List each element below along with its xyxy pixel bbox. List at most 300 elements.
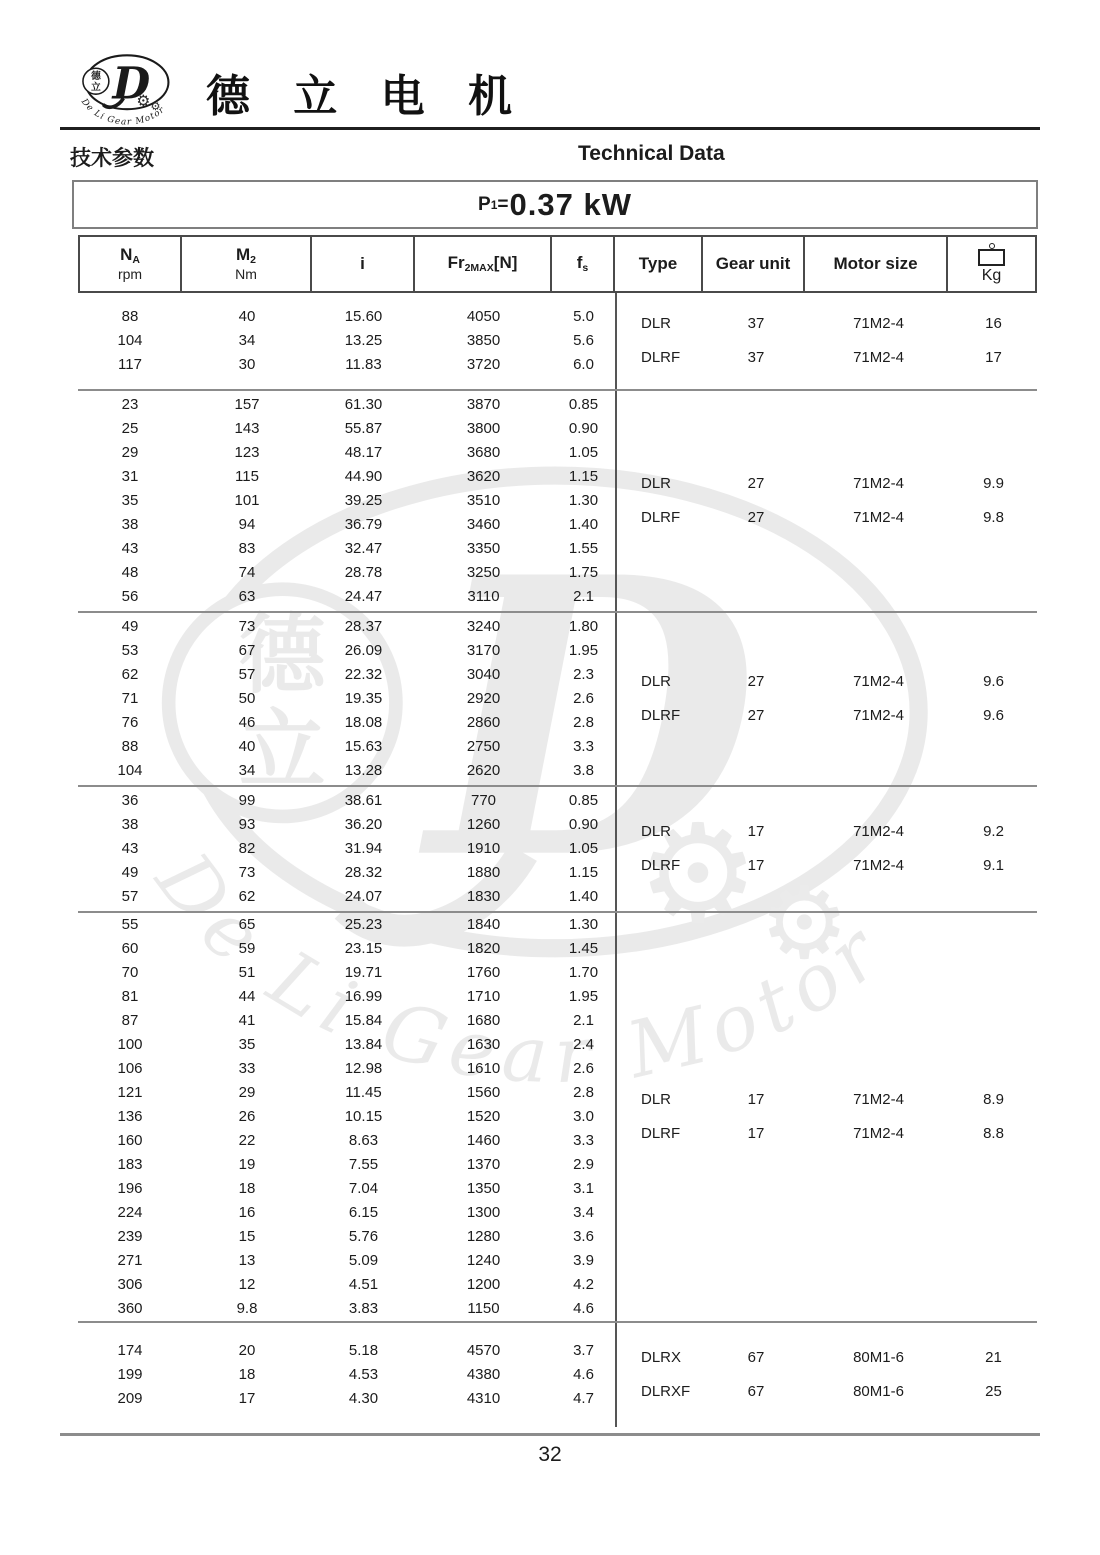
i-value: 38.61 xyxy=(344,792,383,809)
motor-size-value: 71M2-4 xyxy=(853,823,904,840)
power-value: 0.37 kW xyxy=(509,186,632,222)
na-value: 49 xyxy=(121,618,139,635)
fr2max-value: 1240 xyxy=(466,1252,501,1269)
na-value: 70 xyxy=(121,964,139,981)
info-row xyxy=(617,699,1037,733)
na-value: 104 xyxy=(117,762,143,779)
fs-value: 1.80 xyxy=(568,618,599,635)
na-value: 174 xyxy=(117,1342,143,1359)
i-value: 22.32 xyxy=(344,666,383,683)
power-subscript: 1 xyxy=(490,197,498,212)
fs-value: 1.40 xyxy=(568,888,599,905)
fs-value: 0.90 xyxy=(568,816,599,833)
m2-value: 99 xyxy=(238,792,256,809)
table-header xyxy=(78,235,1037,293)
fs-value: 3.1 xyxy=(573,1180,594,1197)
power-rating-title xyxy=(72,180,1038,229)
na-value: 87 xyxy=(121,1012,139,1029)
fs-value: 3.6 xyxy=(573,1228,594,1245)
i-value: 36.79 xyxy=(344,516,383,533)
i-value: 15.60 xyxy=(344,308,383,325)
gear-unit-value: 17 xyxy=(747,1091,765,1108)
i-value: 26.09 xyxy=(344,642,383,659)
na-value: 117 xyxy=(118,356,142,373)
gear-unit-value: 17 xyxy=(747,857,765,874)
gear-unit-value: 17 xyxy=(747,1125,765,1142)
m2-value: 20 xyxy=(238,1342,256,1359)
na-value: 183 xyxy=(117,1156,143,1173)
m2-value: 59 xyxy=(238,940,256,957)
i-value: 28.78 xyxy=(344,564,383,581)
na-value: 71 xyxy=(121,690,139,707)
fs-value: 2.9 xyxy=(573,1156,594,1173)
m2-value: 18 xyxy=(238,1366,256,1383)
fs-value: 2.3 xyxy=(573,666,594,683)
fr2max-value: 3870 xyxy=(466,396,501,413)
m2-value: 82 xyxy=(238,840,256,857)
fr2max-value: 770 xyxy=(470,792,497,809)
motor-size-value: 71M2-4 xyxy=(853,475,904,492)
i-value: 7.04 xyxy=(348,1180,379,1197)
kg-value: 8.9 xyxy=(983,1091,1004,1108)
info-row xyxy=(617,1375,1037,1409)
type-value: DLRF xyxy=(641,1125,681,1142)
i-value: 3.83 xyxy=(348,1300,379,1317)
group-info xyxy=(617,613,1037,785)
i-value: 44.90 xyxy=(344,468,383,485)
gear-unit-value: 67 xyxy=(747,1349,765,1366)
footer-divider xyxy=(60,1433,1040,1436)
info-row xyxy=(617,307,1037,341)
na-value: 38 xyxy=(121,516,139,533)
section-title-en: Technical Data xyxy=(578,142,725,165)
info-row xyxy=(617,849,1037,883)
motor-size-value: 71M2-4 xyxy=(853,349,904,366)
fr2max-value: 4570 xyxy=(466,1342,501,1359)
fs-value: 3.0 xyxy=(573,1108,594,1125)
column-header-motor-size: Motor size xyxy=(805,237,948,291)
column-header-kg: Kg xyxy=(948,237,1035,291)
fs-value: 3.3 xyxy=(573,1132,594,1149)
info-row xyxy=(617,1341,1037,1375)
na-value: 121 xyxy=(117,1084,143,1101)
group-info xyxy=(617,293,1037,389)
fs-value: 2.8 xyxy=(573,1084,594,1101)
info-row xyxy=(617,1083,1037,1117)
motor-size-value: 71M2-4 xyxy=(853,1091,904,1108)
m2-value: 65 xyxy=(238,916,256,933)
column-header-fs: fs xyxy=(552,237,615,291)
i-value: 15.84 xyxy=(344,1012,383,1029)
kg-value: 9.6 xyxy=(983,707,1004,724)
fs-value: 4.2 xyxy=(573,1276,594,1293)
gear-unit-value: 17 xyxy=(747,823,765,840)
type-value: DLRX xyxy=(641,1349,682,1366)
table-group xyxy=(78,613,1037,787)
fr2max-value: 1680 xyxy=(466,1012,501,1029)
fr2max-value: 3850 xyxy=(466,332,501,349)
na-value: 239 xyxy=(117,1228,143,1245)
fs-value: 1.45 xyxy=(568,940,599,957)
fr2max-value: 1300 xyxy=(466,1204,501,1221)
fr2max-value: 1610 xyxy=(466,1060,501,1077)
type-value: DLR xyxy=(641,673,672,690)
na-value: 209 xyxy=(117,1390,143,1407)
fs-value: 3.4 xyxy=(573,1204,594,1221)
info-row xyxy=(617,341,1037,375)
m2-value: 22 xyxy=(238,1132,256,1149)
gear-unit-value: 27 xyxy=(747,475,765,492)
na-value: 25 xyxy=(121,420,139,437)
power-symbol: P xyxy=(478,193,491,215)
fr2max-value: 3040 xyxy=(466,666,501,683)
section-title-zh: 技术参数 xyxy=(70,147,154,170)
info-row xyxy=(617,501,1037,535)
kg-value: 16 xyxy=(985,315,1002,332)
fs-value: 2.1 xyxy=(573,1012,594,1029)
m2-value: 18 xyxy=(238,1180,256,1197)
i-value: 13.28 xyxy=(344,762,383,779)
fr2max-value: 4050 xyxy=(466,308,501,325)
fr2max-value: 3110 xyxy=(467,588,500,605)
na-value: 36 xyxy=(121,792,139,809)
na-value: 136 xyxy=(117,1108,143,1125)
gear-unit-value: 37 xyxy=(747,349,765,366)
column-header-type: Type xyxy=(615,237,703,291)
kg-value: 9.8 xyxy=(983,509,1004,526)
m2-value: 63 xyxy=(238,588,256,605)
na-value: 23 xyxy=(121,396,139,413)
fs-value: 2.4 xyxy=(573,1036,594,1053)
gear-unit-value: 27 xyxy=(747,707,765,724)
column-header-na: NA rpm xyxy=(80,237,182,291)
fr2max-value: 4380 xyxy=(466,1366,501,1383)
fs-value: 3.3 xyxy=(573,738,594,755)
m2-value: 123 xyxy=(234,444,260,461)
fs-value: 5.6 xyxy=(573,332,594,349)
na-value: 38 xyxy=(121,816,139,833)
column-header-i: i xyxy=(312,237,415,291)
i-value: 6.15 xyxy=(348,1204,379,1221)
fs-value: 3.8 xyxy=(573,762,594,779)
na-value: 60 xyxy=(121,940,139,957)
i-value: 7.55 xyxy=(348,1156,379,1173)
info-row xyxy=(617,1117,1037,1151)
fs-value: 0.85 xyxy=(568,792,599,809)
na-value: 199 xyxy=(117,1366,143,1383)
header-divider xyxy=(60,127,1040,130)
na-value: 160 xyxy=(117,1132,143,1149)
m2-value: 73 xyxy=(238,864,256,881)
fr2max-value: 3170 xyxy=(466,642,501,659)
weight-icon xyxy=(978,249,1005,266)
kg-value: 21 xyxy=(985,1349,1002,1366)
i-value: 11.45 xyxy=(345,1084,382,1101)
i-value: 16.99 xyxy=(344,988,383,1005)
fr2max-value: 1200 xyxy=(466,1276,501,1293)
fr2max-value: 1910 xyxy=(466,840,501,857)
m2-value: 94 xyxy=(238,516,256,533)
kg-value: 17 xyxy=(985,349,1002,366)
fr2max-value: 2620 xyxy=(466,762,501,779)
m2-value: 26 xyxy=(238,1108,256,1125)
i-value: 24.47 xyxy=(344,588,383,605)
i-value: 15.63 xyxy=(344,738,383,755)
fr2max-value: 4310 xyxy=(466,1390,501,1407)
info-row xyxy=(617,665,1037,699)
i-value: 19.71 xyxy=(344,964,383,981)
fr2max-value: 1460 xyxy=(466,1132,501,1149)
m2-value: 101 xyxy=(234,492,260,509)
motor-size-value: 71M2-4 xyxy=(853,857,904,874)
m2-value: 33 xyxy=(238,1060,256,1077)
na-value: 29 xyxy=(121,444,139,461)
fr2max-value: 1350 xyxy=(466,1180,501,1197)
i-value: 32.47 xyxy=(344,540,383,557)
m2-value: 83 xyxy=(238,540,256,557)
i-value: 36.20 xyxy=(344,816,383,833)
i-value: 23.15 xyxy=(344,940,383,957)
fs-value: 0.85 xyxy=(568,396,599,413)
na-value: 57 xyxy=(121,888,139,905)
fr2max-value: 1880 xyxy=(466,864,501,881)
fr2max-value: 1630 xyxy=(466,1036,501,1053)
na-value: 49 xyxy=(121,864,139,881)
i-value: 18.08 xyxy=(344,714,383,731)
kg-value: 9.1 xyxy=(983,857,1004,874)
m2-value: 44 xyxy=(238,988,256,1005)
fr2max-value: 2750 xyxy=(466,738,501,755)
fs-value: 2.1 xyxy=(573,588,594,605)
na-value: 35 xyxy=(121,492,139,509)
fr2max-value: 3800 xyxy=(466,420,501,437)
motor-size-value: 71M2-4 xyxy=(853,509,904,526)
fr2max-value: 3510 xyxy=(466,492,501,509)
m2-value: 67 xyxy=(238,642,256,659)
type-value: DLRF xyxy=(641,349,681,366)
i-value: 48.17 xyxy=(344,444,383,461)
type-value: DLRF xyxy=(641,509,681,526)
na-value: 88 xyxy=(121,308,139,325)
m2-value: 35 xyxy=(238,1036,256,1053)
brand-logo xyxy=(70,50,184,128)
m2-value: 30 xyxy=(238,356,256,373)
fs-value: 6.0 xyxy=(573,356,594,373)
fs-value: 1.30 xyxy=(568,916,599,933)
na-value: 81 xyxy=(121,988,139,1005)
type-value: DLRF xyxy=(641,707,681,724)
fr2max-value: 1840 xyxy=(466,916,501,933)
fr2max-value: 3460 xyxy=(466,516,501,533)
na-value: 106 xyxy=(117,1060,143,1077)
i-value: 13.25 xyxy=(344,332,383,349)
i-value: 5.76 xyxy=(348,1228,379,1245)
m2-value: 143 xyxy=(234,420,260,437)
fs-value: 1.05 xyxy=(568,840,599,857)
column-header-gear-unit: Gear unit xyxy=(703,237,805,291)
m2-value: 115 xyxy=(235,468,259,485)
m2-value: 16 xyxy=(238,1204,256,1221)
fs-value: 2.8 xyxy=(573,714,594,731)
fr2max-value: 3240 xyxy=(466,618,501,635)
kg-value: 8.8 xyxy=(983,1125,1004,1142)
kg-value: 9.2 xyxy=(983,823,1004,840)
fs-value: 0.90 xyxy=(568,420,599,437)
motor-size-value: 80M1-6 xyxy=(853,1349,904,1366)
na-value: 224 xyxy=(117,1204,143,1221)
group-info xyxy=(617,913,1037,1321)
type-value: DLR xyxy=(641,315,672,332)
group-info xyxy=(617,391,1037,611)
na-value: 62 xyxy=(121,666,139,683)
kg-value: 25 xyxy=(985,1383,1002,1400)
i-value: 4.51 xyxy=(348,1276,379,1293)
column-header-m2: M2 Nm xyxy=(182,237,312,291)
motor-size-value: 71M2-4 xyxy=(853,315,904,332)
table-body xyxy=(78,293,1037,1427)
column-header-fr2max: Fr2MAX[N] xyxy=(415,237,552,291)
fr2max-value: 1370 xyxy=(466,1156,501,1173)
fr2max-value: 1280 xyxy=(466,1228,501,1245)
i-value: 4.53 xyxy=(348,1366,379,1383)
table-group xyxy=(78,293,1037,391)
fs-value: 2.6 xyxy=(573,690,594,707)
table-group xyxy=(78,1323,1037,1427)
na-value: 43 xyxy=(121,840,139,857)
i-value: 12.98 xyxy=(344,1060,383,1077)
m2-value: 74 xyxy=(238,564,256,581)
fr2max-value: 1710 xyxy=(466,988,501,1005)
fs-value: 1.05 xyxy=(568,444,599,461)
m2-value: 12 xyxy=(238,1276,256,1293)
group-info xyxy=(617,787,1037,911)
info-row xyxy=(617,815,1037,849)
fr2max-value: 2920 xyxy=(466,690,501,707)
na-value: 360 xyxy=(117,1300,143,1317)
fs-value: 3.7 xyxy=(573,1342,594,1359)
i-value: 13.84 xyxy=(344,1036,383,1053)
m2-value: 50 xyxy=(238,690,256,707)
table-group xyxy=(78,913,1037,1323)
fr2max-value: 1830 xyxy=(466,888,501,905)
m2-value: 93 xyxy=(238,816,256,833)
na-value: 88 xyxy=(121,738,139,755)
fr2max-value: 1820 xyxy=(466,940,501,957)
na-value: 48 xyxy=(121,564,139,581)
fs-value: 1.40 xyxy=(568,516,599,533)
fs-value: 1.95 xyxy=(568,642,599,659)
table-group xyxy=(78,391,1037,613)
fs-value: 1.95 xyxy=(568,988,599,1005)
fs-value: 4.7 xyxy=(573,1390,594,1407)
i-value: 25.23 xyxy=(344,916,383,933)
i-value: 24.07 xyxy=(344,888,383,905)
fs-value: 2.6 xyxy=(573,1060,594,1077)
i-value: 4.30 xyxy=(348,1390,379,1407)
motor-size-value: 71M2-4 xyxy=(853,673,904,690)
m2-value: 17 xyxy=(238,1390,256,1407)
i-value: 5.09 xyxy=(348,1252,379,1269)
motor-size-value: 80M1-6 xyxy=(853,1383,904,1400)
brand-name-calligraphy: 德 立 电 机 xyxy=(206,71,526,122)
gear-unit-value: 27 xyxy=(747,673,765,690)
m2-value: 57 xyxy=(238,666,256,683)
m2-value: 34 xyxy=(238,332,256,349)
table-group xyxy=(78,787,1037,913)
i-value: 39.25 xyxy=(344,492,383,509)
i-value: 10.15 xyxy=(344,1108,383,1125)
i-value: 28.32 xyxy=(344,864,383,881)
na-value: 56 xyxy=(121,588,139,605)
group-info xyxy=(617,1323,1037,1427)
na-value: 271 xyxy=(117,1252,143,1269)
i-value: 19.35 xyxy=(344,690,383,707)
fs-value: 1.30 xyxy=(568,492,599,509)
fr2max-value: 2860 xyxy=(466,714,501,731)
fs-value: 1.75 xyxy=(568,564,599,581)
i-value: 8.63 xyxy=(348,1132,379,1149)
i-value: 55.87 xyxy=(344,420,383,437)
i-value: 61.30 xyxy=(344,396,383,413)
m2-value: 73 xyxy=(238,618,256,635)
na-value: 53 xyxy=(121,642,139,659)
na-value: 100 xyxy=(117,1036,143,1053)
gear-unit-value: 67 xyxy=(747,1383,765,1400)
na-value: 43 xyxy=(121,540,139,557)
m2-value: 13 xyxy=(238,1252,256,1269)
na-value: 76 xyxy=(121,714,139,731)
fs-value: 1.55 xyxy=(568,540,599,557)
m2-value: 157 xyxy=(234,396,260,413)
fs-value: 4.6 xyxy=(573,1366,594,1383)
fs-value: 3.9 xyxy=(573,1252,594,1269)
m2-value: 34 xyxy=(238,762,256,779)
m2-value: 40 xyxy=(238,738,256,755)
fr2max-value: 3350 xyxy=(466,540,501,557)
m2-value: 19 xyxy=(238,1156,256,1173)
fr2max-value: 1520 xyxy=(466,1108,501,1125)
fs-value: 1.70 xyxy=(568,964,599,981)
type-value: DLR xyxy=(641,475,672,492)
na-value: 31 xyxy=(121,468,139,485)
na-value: 55 xyxy=(121,916,139,933)
m2-value: 40 xyxy=(238,308,256,325)
page-number: 32 xyxy=(538,1443,562,1466)
m2-value: 15 xyxy=(238,1228,256,1245)
fr2max-value: 3620 xyxy=(466,468,501,485)
i-value: 31.94 xyxy=(344,840,383,857)
m2-value: 46 xyxy=(238,714,256,731)
m2-value: 41 xyxy=(238,1012,256,1029)
i-value: 11.83 xyxy=(345,356,382,373)
fr2max-value: 1760 xyxy=(466,964,501,981)
type-value: DLRXF xyxy=(641,1383,691,1400)
fr2max-value: 3250 xyxy=(466,564,501,581)
brand-header xyxy=(70,50,526,128)
type-value: DLR xyxy=(641,1091,672,1108)
m2-value: 51 xyxy=(238,964,256,981)
m2-value: 62 xyxy=(238,888,256,905)
fr2max-value: 1150 xyxy=(467,1300,500,1317)
kg-value: 9.9 xyxy=(983,475,1004,492)
fr2max-value: 1260 xyxy=(466,816,501,833)
type-value: DLRF xyxy=(641,857,681,874)
fr2max-value: 3680 xyxy=(466,444,501,461)
m2-value: 29 xyxy=(238,1084,256,1101)
equals-sign: = xyxy=(497,193,509,215)
info-row xyxy=(617,467,1037,501)
fs-value: 1.15 xyxy=(568,864,599,881)
